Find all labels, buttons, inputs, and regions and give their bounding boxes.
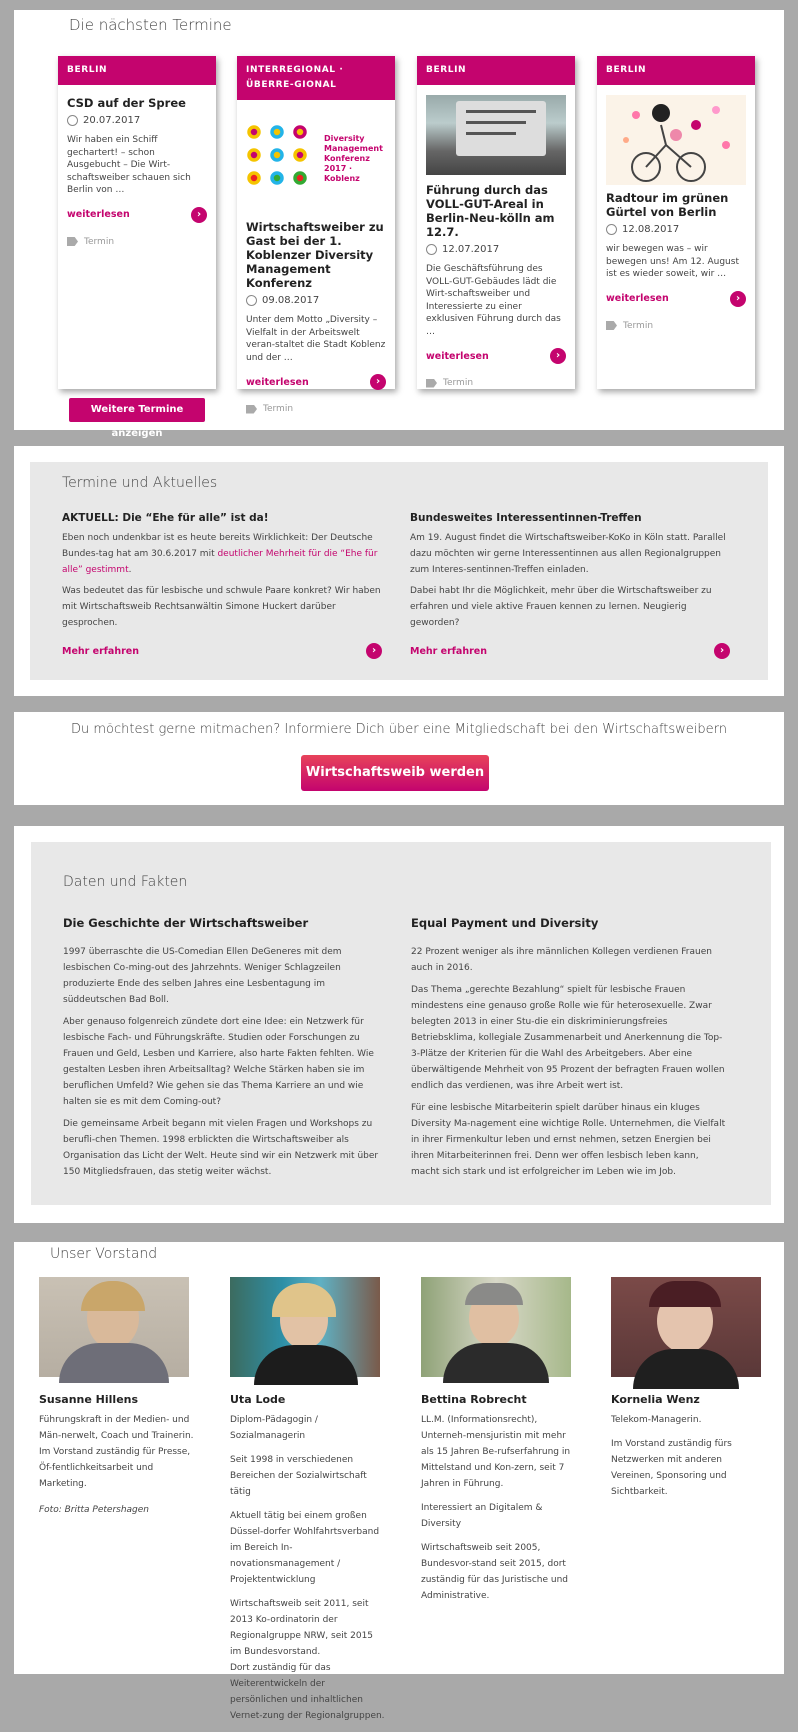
member-bio: Wirtschaftsweib seit 2011, seit 2013 Ko-ordinatorin der Regionalgruppe NRW, seit 2015 im Bundesvorstand. Dort zuständig für das Weiterentwickeln der persönlichen und inhaltlichen Vernet-zung der Regionalgruppen. bbox=[230, 1599, 385, 1721]
aktuelles-section bbox=[14, 446, 784, 696]
card-more[interactable] bbox=[246, 374, 386, 390]
fakten-section bbox=[14, 826, 784, 1223]
clock-icon bbox=[606, 224, 617, 235]
mehr-erfahren-row[interactable] bbox=[62, 643, 382, 659]
card-title[interactable]: Wirtschaftsweiber zu Gast bei der 1. Koblenzer Diversity Management Konferenz bbox=[246, 220, 384, 290]
interessentinnen-heading: Bundesweites Interessentinnen-Treffen bbox=[410, 512, 642, 524]
arrow-right-icon[interactable]: › bbox=[370, 374, 386, 390]
termine-title: Die nächsten Termine bbox=[69, 16, 232, 34]
event-card-diversity[interactable] bbox=[237, 56, 395, 414]
member-bio: Telekom-Managerin. bbox=[611, 1415, 702, 1425]
weiterlesen-link[interactable]: weiterlesen bbox=[67, 209, 130, 220]
mitmachen-text: Du möchtest gerne mitmachen? Informiere Dich über eine Mitgliedschaft bei den Wirtschaftsweibern bbox=[70, 722, 728, 737]
event-card-radtour[interactable] bbox=[597, 56, 755, 389]
card-excerpt: Unter dem Motto „Diversity – Vielfalt in der Arbeitswelt veran-staltet die Stadt Koblenz und der … bbox=[246, 315, 386, 363]
mehr-erfahren-link[interactable]: Mehr erfahren bbox=[62, 645, 139, 657]
card-tag[interactable]: Termin bbox=[606, 321, 746, 331]
arrow-right-icon[interactable]: › bbox=[366, 643, 382, 659]
card-more[interactable] bbox=[67, 207, 207, 223]
tag-icon bbox=[606, 321, 617, 330]
geschichte-paragraph: 1997 überraschte die US-Comedian Ellen DeGeneres mit dem lesbischen Co-ming-out des Jahrzehnts. Weniger Schlagzeilen produzierte Ende des selben Jahres eine Lesbentagung im süddeutschen Bad Boll. bbox=[63, 947, 342, 1005]
geschichte-heading: Die Geschichte der Wirtschaftsweiber bbox=[63, 916, 309, 930]
termine-section bbox=[14, 10, 784, 439]
card-excerpt: wir bewegen was – wir bewegen uns! Am 12. August ist es wieder soweit, wir … bbox=[606, 244, 739, 279]
card-category: BERLIN bbox=[597, 56, 755, 85]
interessentinnen-text: Am 19. August findet die Wirtschaftsweiber-KoKo in Köln statt. Parallel dazu möchten wir gerne Interessentinnen aus allen Regionalgruppen zum Interes-sentinnen-Treffen einladen. bbox=[410, 533, 726, 575]
weiterlesen-link[interactable]: weiterlesen bbox=[246, 376, 309, 388]
ehe-fuer-alle-link[interactable]: deutlicher Mehrheit für die “Ehe für alle” gestimmt bbox=[62, 549, 378, 575]
arrow-right-icon[interactable]: › bbox=[714, 643, 730, 659]
equal-payment-heading: Equal Payment und Diversity bbox=[411, 916, 599, 930]
card-category: BERLIN bbox=[417, 56, 575, 85]
card-tag[interactable]: Termin bbox=[67, 237, 207, 247]
fakten-panel bbox=[31, 842, 771, 1205]
vorstand-member-wenz bbox=[611, 1277, 766, 1508]
vorstand-title: Unser Vorstand bbox=[50, 1246, 158, 1262]
arrow-right-icon[interactable]: › bbox=[550, 348, 566, 364]
logo-text: Diversity Management Konferenz 2017 · Koblenz bbox=[324, 134, 383, 183]
member-bio: Aktuell tätig bei einem großen Düssel-dorfer Wohlfahrtsverband im Bereich In-novationsmanagement / Projektentwicklung bbox=[230, 1511, 380, 1585]
photo-caption: Foto: Britta Petershagen bbox=[39, 1505, 150, 1515]
card-date: 12.07.2017 bbox=[426, 244, 566, 255]
card-category: INTERREGIONAL · ÜBERRE-GIONAL bbox=[237, 56, 395, 100]
member-bio: Seit 1998 in verschiedenen Bereichen der Sozialwirtschaft tätig bbox=[230, 1455, 367, 1497]
tag-icon bbox=[426, 379, 437, 388]
card-tag[interactable]: Termin bbox=[246, 404, 386, 414]
weiterlesen-link[interactable]: weiterlesen bbox=[606, 293, 669, 304]
geschichte-column bbox=[63, 916, 381, 1186]
portrait-photo bbox=[39, 1277, 189, 1377]
mehr-erfahren-link[interactable]: Mehr erfahren bbox=[410, 645, 487, 657]
clock-icon bbox=[67, 115, 78, 126]
member-bio: LL.M. (Informationsrecht), Unterneh-mensjuristin mit mehr als 15 Jahren Be-rufserfahrung in Mittelstand und Kon-zern, seit 7 Jahren in Führung. bbox=[421, 1415, 571, 1489]
mitmachen-section bbox=[14, 712, 784, 805]
card-excerpt: Wir haben ein Schiff gechartert! – schon Ausgebucht – Die Wirt-schaftsweiber schauen sich Berlin von … bbox=[67, 135, 191, 195]
weiterlesen-link[interactable]: weiterlesen bbox=[426, 350, 489, 362]
vorstand-member-lode bbox=[230, 1277, 385, 1732]
equal-payment-paragraph: Das Thema „gerechte Bezahlung“ spielt für lesbische Frauen mindestens eine genauso große Rolle wie für heterosexuelle. Zwar belegten 2013 in einer Stu-die ein diskriminierungsfreies Betriebsklima, kollegiale Zusammenarbeit und Anerkennung die Top-3-Plätze der Kriterien für die Wahl des Arbeitgebers. Aber eine überwältigende Mehrheit von 95 Prozent der befragten Frauen wollen endlich das verdienen, was ihre Arbeit wert ist. bbox=[411, 985, 725, 1091]
card-more[interactable] bbox=[426, 348, 566, 364]
card-more[interactable] bbox=[606, 291, 746, 307]
radtour-illustration bbox=[606, 95, 746, 185]
card-category: BERLIN bbox=[58, 56, 216, 85]
arrow-right-icon[interactable]: › bbox=[191, 207, 207, 223]
card-date: 20.07.2017 bbox=[67, 115, 207, 126]
equal-payment-paragraph: Für eine lesbische Mitarbeiterin spielt darüber hinaus ein kluges Diversity Ma-nagement eine wichtige Rolle. Unternehmen, die Vielfalt in ihrer Firmenkultur leben und ernst nehmen, setzen Energien bei ihren Mitarbeiterinnen frei. Denn wer offen lesbisch leben kann, macht sich stark und ist erfolgreicher im Leben wie im Job. bbox=[411, 1103, 726, 1177]
member-bio: Interessiert an Digitalem & Diversity bbox=[421, 1503, 543, 1529]
member-name: Kornelia Wenz bbox=[611, 1393, 700, 1406]
member-name: Susanne Hillens bbox=[39, 1393, 139, 1406]
vorstand-member-robrecht bbox=[421, 1277, 576, 1612]
aktuelles-panel bbox=[30, 462, 768, 680]
member-bio: Diplom-Pädagogin / Sozialmanagerin bbox=[230, 1415, 318, 1441]
diversity-logo-image bbox=[246, 114, 386, 214]
fakten-title: Daten und Fakten bbox=[63, 874, 188, 890]
card-date: 09.08.2017 bbox=[246, 295, 386, 306]
tag-icon bbox=[67, 237, 78, 246]
weitere-termine-button[interactable]: Weitere Termine anzeigen bbox=[69, 398, 205, 422]
member-bio: Wirtschaftsweib seit 2005, Bundesvor-stand seit 2015, dort zuständig für das Juristische und Administrative. bbox=[421, 1543, 569, 1601]
card-excerpt: Die Geschäftsführung des VOLL-GUT-Gebäudes lädt die Wirt-schaftsweiber und Interessierte zu einer exklusiven Führung durch das … bbox=[426, 264, 561, 337]
interessentinnen-column bbox=[410, 512, 730, 659]
interessentinnen-text-2: Dabei habt Ihr die Möglichkeit, mehr über die Wirtschaftsweiber zu erfahren und viele aktive Frauen kennen zu lernen. Neugierig geworden? bbox=[410, 586, 712, 628]
wirtschaftsweib-werden-button[interactable]: Wirtschaftsweib werden bbox=[301, 755, 489, 791]
card-title[interactable]: Radtour im grünen Gürtel von Berlin bbox=[606, 191, 729, 219]
event-card-csd[interactable] bbox=[58, 56, 216, 389]
portrait-photo bbox=[421, 1277, 571, 1377]
clock-icon bbox=[246, 295, 257, 306]
aktuelles-title: Termine und Aktuelles bbox=[62, 475, 218, 491]
clock-icon bbox=[426, 244, 437, 255]
geschichte-paragraph: Aber genauso folgenreich zündete dort eine Idee: ein Netzwerk für lesbische Fach- und Führungskräfte. Studien oder Forschungen zu Frauen und Geld, Lesben und Karriere, also harte Fakten fehlten. Wie gestalten Lesben ihren Arbeitsalltag? Welche Stärken haben sie im beruflichen Umfeld? Wie gehen sie das Thema Karriere an und wie halten sie es mit dem Coming-out? bbox=[63, 1017, 374, 1107]
arrow-right-icon[interactable]: › bbox=[730, 291, 746, 307]
ehe-fuer-alle-heading: AKTUELL: Die “Ehe für alle” ist da! bbox=[62, 512, 269, 524]
event-card-vollgut[interactable] bbox=[417, 56, 575, 389]
card-date: 12.08.2017 bbox=[606, 224, 746, 235]
geschichte-paragraph: Die gemeinsame Arbeit begann mit vielen Fragen und Workshops zu berufli-chen Themen. 1998 erblickten die Wirtschaftsweiber als Organisation das Licht der Welt. Heute sind wir ein Netzwerk mit über 150 Mitgliedsfrauen, das stetig weiter wächst. bbox=[63, 1119, 379, 1177]
mehr-erfahren-row[interactable] bbox=[410, 643, 730, 659]
tag-icon bbox=[246, 405, 257, 414]
card-title[interactable]: CSD auf der Spree bbox=[67, 96, 186, 110]
card-tag[interactable]: Termin bbox=[426, 378, 566, 388]
member-name: Bettina Robrecht bbox=[421, 1393, 527, 1406]
vollgut-photo bbox=[426, 95, 566, 175]
member-bio: Führungskraft in der Medien- und Män-nerwelt, Coach und Trainerin. Im Vorstand zuständig für Presse, Öf-fentlichkeitsarbeit und Marketing. bbox=[39, 1415, 194, 1489]
ehe-fuer-alle-text: Eben noch undenkbar ist es heute bereits Wirklichkeit: Der Deutsche Bundes-tag hat am 30.6.2017 mit deutlicher Mehrheit für die “Ehe für alle” gestimmt. bbox=[62, 533, 378, 575]
member-name: Uta Lode bbox=[230, 1393, 286, 1406]
vorstand-member-hillens bbox=[39, 1277, 194, 1526]
portrait-photo bbox=[230, 1277, 380, 1377]
equal-payment-column bbox=[411, 916, 729, 1186]
equal-payment-paragraph: 22 Prozent weniger als ihre männlichen Kollegen verdienen Frauen auch in 2016. bbox=[411, 947, 712, 973]
ehe-fuer-alle-text-2: Was bedeutet das für lesbische und schwule Paare konkret? Wir haben mit Wirtschaftsweib Rechtsanwältin Simone Huckert darüber gesprochen. bbox=[62, 586, 381, 628]
ehe-fuer-alle-column bbox=[62, 512, 382, 659]
card-title[interactable]: Führung durch das VOLL-GUT-Areal in Berlin-Neu-kölln am 12.7. bbox=[426, 183, 555, 239]
member-bio: Im Vorstand zuständig fürs Netzwerken mit anderen Vereinen, Sponsoring und Sichtbarkeit. bbox=[611, 1439, 732, 1497]
portrait-photo bbox=[611, 1277, 761, 1377]
vorstand-section bbox=[14, 1242, 784, 1721]
